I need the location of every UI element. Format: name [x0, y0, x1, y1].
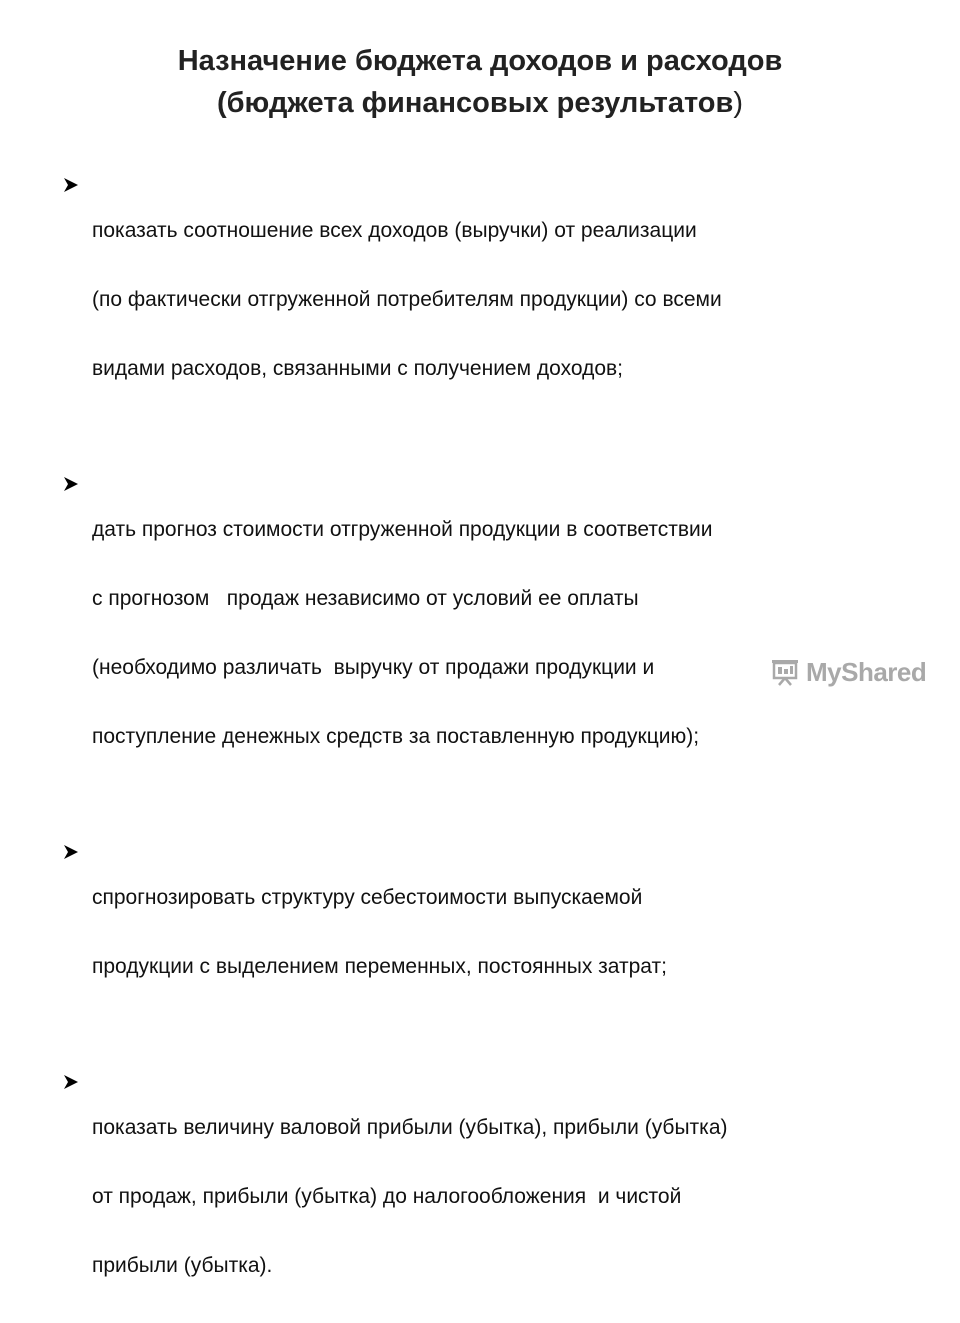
arrow-bullet-icon [62, 843, 80, 861]
presentation-board-icon [770, 657, 800, 687]
bullet-line: поступление денежных средств за поставленную продукцию); [92, 725, 700, 748]
bullet-line: показать величину валовой прибыли (убытка), прибыли (убытка) [92, 1116, 728, 1139]
bullet-item [62, 472, 922, 794]
title-line-1: Назначение бюджета доходов и расходов [177, 45, 783, 77]
bullet-list [62, 173, 922, 1323]
title-closing-paren: ) [733, 87, 743, 119]
title-line-2 [40, 82, 920, 124]
myshared-watermark [770, 657, 926, 687]
slide-title [40, 40, 920, 124]
bullet-text [92, 840, 922, 1024]
bullet-item [62, 173, 922, 426]
bullet-text [92, 1070, 922, 1323]
title-line-2-text: (бюджета финансовых результатов [216, 87, 734, 119]
bullet-text [92, 173, 922, 426]
arrow-bullet-icon [62, 1073, 80, 1091]
bullet-line: продукции с выделением переменных, постоянных затрат; [92, 955, 667, 978]
bullet-line: (необходимо различать выручку от продажи продукции и [92, 656, 655, 679]
arrow-bullet-icon [62, 475, 80, 493]
bullet-item [62, 1070, 922, 1323]
bullet-line: спрогнозировать структуру себестоимости выпускаемой [92, 886, 643, 909]
bullet-line: прибыли (убытка). [92, 1254, 273, 1277]
watermark-text: MyShared [806, 656, 927, 687]
arrow-bullet-icon [62, 176, 80, 194]
bullet-line: (по фактически отгруженной потребителям продукции) со всеми [92, 288, 722, 311]
bullet-line: с прогнозом продаж независимо от условий ее оплаты [92, 587, 639, 610]
bullet-item [62, 840, 922, 1024]
bullet-line: показать соотношение всех доходов (выручки) от реализации [92, 219, 697, 242]
bullet-text [92, 472, 922, 794]
bullet-line: от продаж, прибыли (убытка) до налогообложения и чистой [92, 1185, 682, 1208]
bullet-line: видами расходов, связанными с получением доходов; [92, 357, 623, 380]
bullet-line: дать прогноз стоимости отгруженной продукции в соответствии [92, 518, 713, 541]
